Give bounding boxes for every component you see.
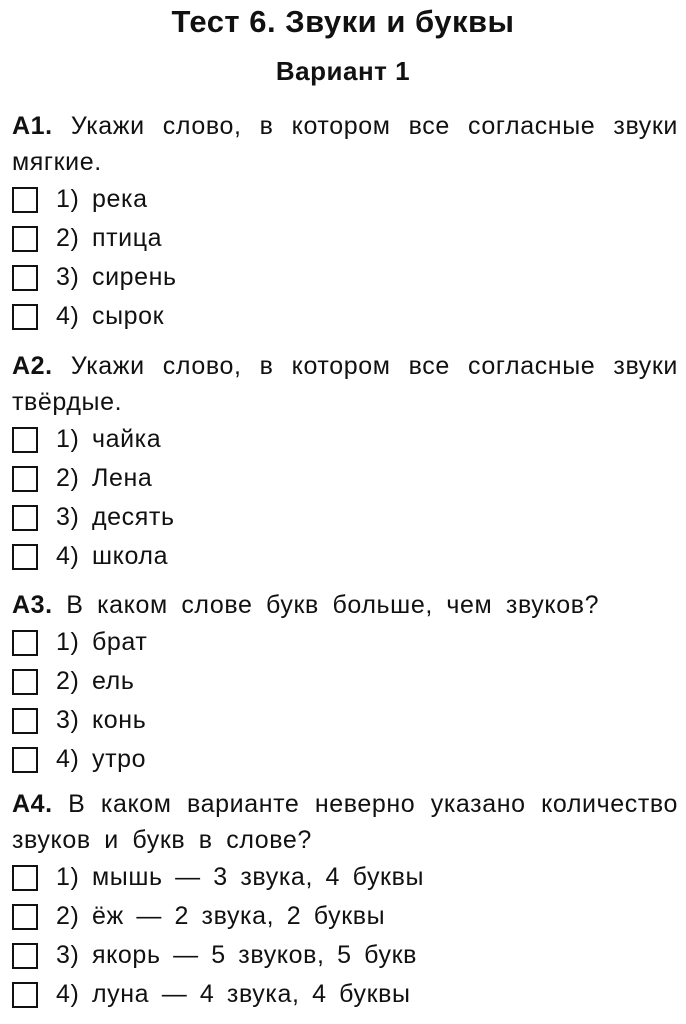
answer-checkbox[interactable] (12, 669, 38, 695)
answer-option (12, 498, 678, 537)
answer-option (12, 975, 678, 1014)
answer-checkbox[interactable] (12, 982, 38, 1008)
answer-option (12, 180, 678, 219)
answer-label: 3) сирень (56, 263, 177, 291)
answer-label: 4) школа (56, 542, 169, 570)
answer-label: 3) конь (56, 706, 147, 734)
question-prompt: В каком варианте неверно указано количество звуков и букв в слове? (12, 790, 678, 854)
answer-checkbox[interactable] (12, 943, 38, 969)
question-number: А3. (12, 591, 53, 619)
answer-checkbox[interactable] (12, 708, 38, 734)
question-text (12, 108, 678, 180)
page-title: Тест 6. Звуки и буквы (171, 4, 515, 39)
answer-checkbox[interactable] (12, 427, 38, 453)
question-prompt: В каком слове букв больше, чем звуков? (66, 591, 600, 619)
question-a2 (12, 348, 678, 576)
answer-option (12, 936, 678, 975)
answer-checkbox[interactable] (12, 630, 38, 656)
answer-option (12, 459, 678, 498)
question-text (12, 348, 678, 420)
answer-options (12, 180, 678, 336)
answer-options (12, 623, 678, 779)
answer-option (12, 258, 678, 297)
answer-option (12, 662, 678, 701)
answer-checkbox[interactable] (12, 226, 38, 252)
answer-option (12, 537, 678, 576)
answer-option (12, 897, 678, 936)
answer-option (12, 701, 678, 740)
answer-options (12, 858, 678, 1014)
answer-checkbox[interactable] (12, 265, 38, 291)
answer-label: 3) якорь — 5 звуков, 5 букв (56, 941, 418, 969)
answer-option (12, 740, 678, 779)
question-a1 (12, 108, 678, 336)
answer-label: 1) мышь — 3 звука, 4 буквы (56, 863, 425, 891)
answer-label: 1) брат (56, 628, 148, 656)
answer-option (12, 420, 678, 459)
answer-label: 2) ель (56, 667, 135, 695)
answer-checkbox[interactable] (12, 747, 38, 773)
question-a3 (12, 587, 678, 779)
answer-checkbox[interactable] (12, 187, 38, 213)
answer-options (12, 420, 678, 576)
answer-option (12, 858, 678, 897)
answer-label: 3) десять (56, 503, 175, 531)
question-number: А2. (12, 352, 53, 380)
answer-option (12, 297, 678, 336)
answer-label: 4) утро (56, 745, 147, 773)
answer-checkbox[interactable] (12, 505, 38, 531)
question-number: А4. (12, 790, 53, 818)
variant-heading: Вариант 1 (275, 56, 411, 86)
answer-label: 1) река (56, 185, 148, 213)
answer-label: 2) ёж — 2 звука, 2 буквы (56, 902, 386, 930)
answer-option (12, 623, 678, 662)
answer-label: 4) сырок (56, 302, 165, 330)
question-number: А1. (12, 112, 53, 140)
answer-checkbox[interactable] (12, 544, 38, 570)
question-text (12, 587, 678, 623)
question-a4 (12, 786, 678, 1014)
answer-checkbox[interactable] (12, 304, 38, 330)
answer-label: 1) чайка (56, 425, 162, 453)
answer-checkbox[interactable] (12, 904, 38, 930)
answer-label: 2) птица (56, 224, 163, 252)
answer-checkbox[interactable] (12, 466, 38, 492)
answer-option (12, 219, 678, 258)
answer-label: 4) луна — 4 звука, 4 буквы (56, 980, 411, 1008)
answer-checkbox[interactable] (12, 865, 38, 891)
question-prompt: Укажи слово, в котором все согласные звуки твёрдые. (12, 352, 678, 416)
question-text (12, 786, 678, 858)
question-prompt: Укажи слово, в котором все согласные звуки мягкие. (12, 112, 678, 176)
answer-label: 2) Лена (56, 464, 153, 492)
